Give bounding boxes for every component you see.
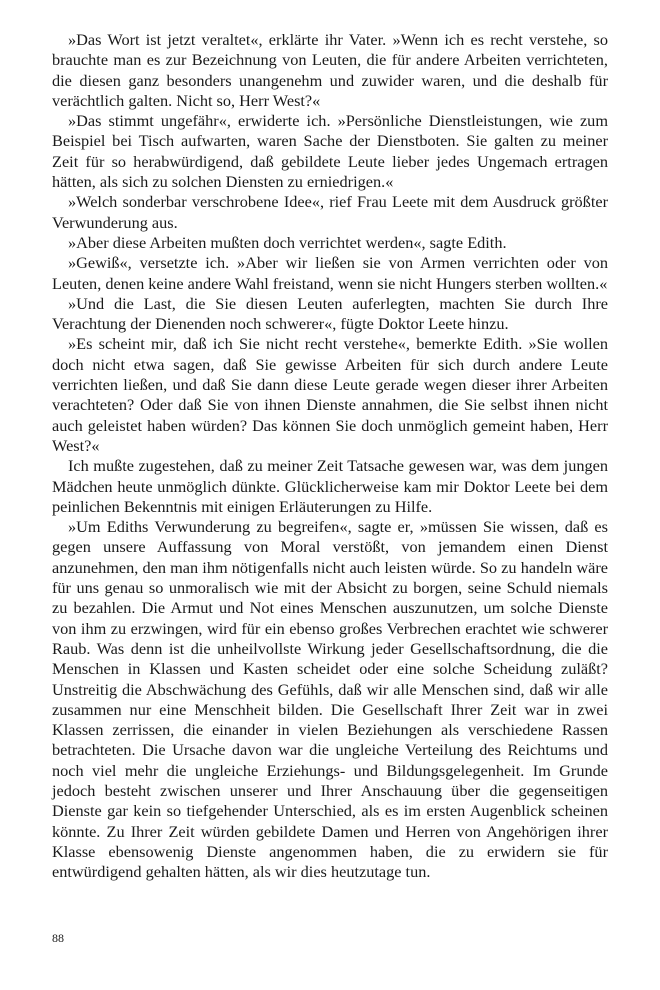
paragraph: »Das stimmt ungefähr«, erwiderte ich. »Persönliche Dienstleistungen, wie zum Beispiel bei Tisch aufwarten, waren Sache der Dienstboten. Sie galten zu meiner Zeit für so herabwürdigend, daß gebildete Leute lieber jedes Ungemach ertragen hätten, als sich zu solchen Diensten zu erniedrigen.« bbox=[52, 111, 608, 192]
paragraph: »Welch sonderbar verschrobene Idee«, rief Frau Leete mit dem Ausdruck größter Verwunderung aus. bbox=[52, 192, 608, 232]
paragraph: Ich mußte zugestehen, daß zu meiner Zeit Tatsache gewesen war, was dem jungen Mädchen heute unmöglich dünkte. Glücklicherweise kam mir Doktor Leete bei dem peinlichen Bekenntnis mit einigen Erläuterungen zu Hilfe. bbox=[52, 456, 608, 516]
paragraph: »Das Wort ist jetzt veraltet«, erklärte ihr Vater. »Wenn ich es recht verstehe, so brauchte man es zur Bezeichnung von Leuten, die für andere Arbeiten verrichteten, die diesen ganz besonders unangenehm und zuwider waren, und die deshalb für verächtlich galten. Nicht so, Herr West?« bbox=[52, 30, 608, 110]
paragraph: »Es scheint mir, daß ich Sie nicht recht verstehe«, bemerkte Edith. »Sie wollen doch nicht etwa sagen, daß Sie gewisse Arbeiten für sich durch andere Leute verrichten ließen, und daß Sie dann diese Leute gerade wegen dieser ihrer Arbeiten verachteten? Oder daß Sie von ihnen Dienste annahmen, die Sie selbst ihnen nicht auch geleistet haben würden? Das können Sie doch unmöglich gemeint haben, Herr West?« bbox=[52, 334, 608, 455]
paragraph: »Um Ediths Verwunderung zu begreifen«, sagte er, »müssen Sie wissen, daß es gegen unsere Auffassung von Moral verstößt, von jemandem einen Dienst anzunehmen, den man ihm nötigenfalls nicht auch leisten würde. So zu handeln wäre für uns genau so unmoralisch wie mit der Absicht zu borgen, seine Schuld niemals zu bezahlen. Die Armut und Not eines Menschen auszunutzen, um solche Dienste von ihm zu erzwingen, wird für ein ebenso großes Verbrechen erachtet wie schwerer Raub. Was denn ist die unheilvollste Wirkung jeder Gesellschaftsordnung, die die Menschen in Klassen und Kasten scheidet oder eine solche Scheidung zuläßt? Unstreitig die Abschwächung des Gefühls, daß wir alle Menschen sind, daß wir alle zusammen nur eine Menschheit bilden. Die Gesellschaft Ihrer Zeit war in zwei Klassen zerrissen, die einander in vielen Beziehungen als verschiedene Rassen betrachteten. Die Ursache davon war die ungleiche Verteilung des Reichtums und noch viel mehr die ungleiche Erziehungs- und Bildungsgelegenheit. Im Grunde jedoch besteht zwischen unserer und Ihrer Anschauung über die gegenseitigen Dienste gar kein so tiefgehender Unterschied, als es im ersten Augenblick scheinen könnte. Zu Ihrer Zeit würden gebildete Damen und Herren von Angehörigen ihrer Klasse ebensowenig Dienste angenommen haben, die zu erwidern sie für entwürdigend gehalten hätten, als wir dies heutzutage tun. bbox=[52, 517, 608, 882]
body-text bbox=[52, 30, 608, 882]
paragraph: »Aber diese Arbeiten mußten doch verrichtet werden«, sagte Edith. bbox=[68, 232, 507, 252]
paragraph: »Gewiß«, versetzte ich. »Aber wir ließen sie von Armen verrichten oder von Leuten, denen keine andere Wahl freistand, wenn sie nicht Hungers sterben wollten.« bbox=[52, 253, 608, 293]
paragraph: »Und die Last, die Sie diesen Leuten auferlegten, machten Sie durch Ihre Verachtung der Dienenden noch schwerer«, fügte Doktor Leete hinzu. bbox=[52, 293, 608, 334]
page-number: 88 bbox=[52, 931, 64, 945]
